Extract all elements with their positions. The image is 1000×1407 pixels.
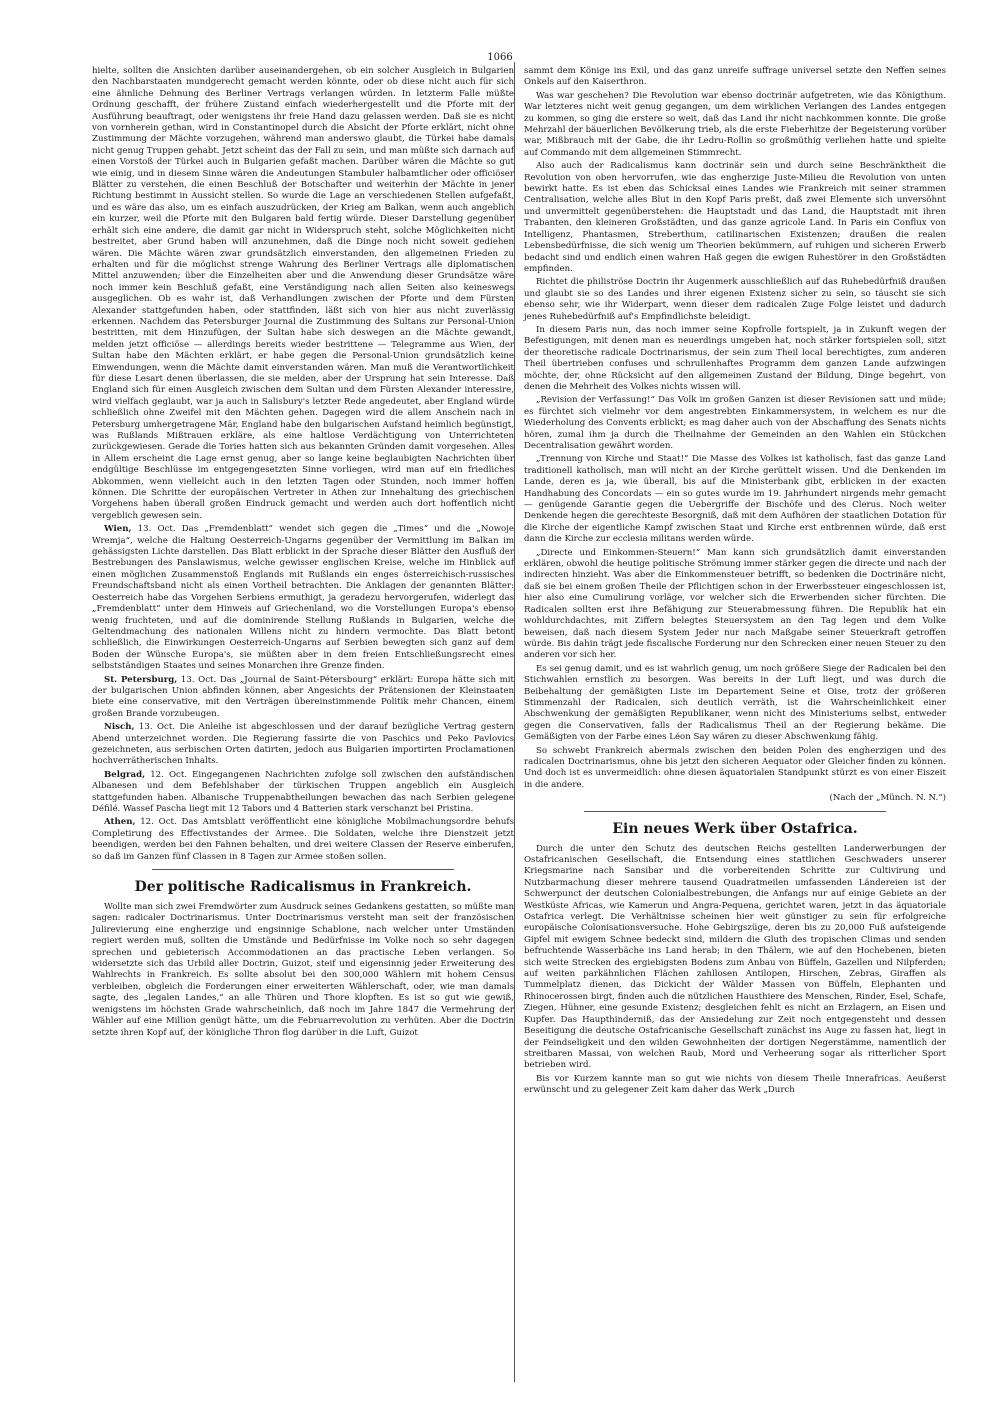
article-heading: Ein neues Werk über Ostafrica.	[612, 820, 858, 837]
paragraph: So schwebt Frankreich abermals zwischen den beiden Polen des engherzigen und des radicalen Doctrinarismus, ohne bis jetzt den sicheren Aequator oder Gleicher finden zu können. Und doch ist es unvermeidlich: ohne diesen äquatorialen Standpunkt stürzt es von einer Eiszeit in die andere.	[524, 745, 946, 790]
paragraph: hielte, sollten die Ansichten darüber auseinandergehen, ob ein solcher Ausgleich in Bulgarien den Nachbarstaaten mundgerecht gemacht werden könnte, oder ob diese nicht auch für sich eine ähnliche Dehnung des Berliner Vertrags verlangen würden. In letzterm Falle müßte Ordnung geschafft, der frühere Zustand einfach wiederhergestellt und die Pforte mit der Ausführung beauftragt, oder wenigstens ihr freie Hand dazu gelassen werden. Daß sie es nicht von vornherein gethan, wird in Constantinopel durch die Absicht der Pforte erklärt, nicht ohne Zustimmung der Mächte vorzugehen, während man anderswo glaubt, die Türkei habe damals nicht genug Truppen gehabt. Jetzt scheint das der Fall zu sein, und man müßte sich darnach auf einen Vorstoß der Türkei auch in Bulgarien gefaßt machen. Darüber wären die Mächte so gut wie einig, und in diesem Sinne wären die Andeutungen Stambuler halbamtlicher oder officiöser Blätter zu verstehen, die einen Beschluß der Botschafter und weiterhin der Mächte in jener Richtung bestimmt in Aussicht stellen. So wurde die Lage an verschiedenen Stellen aufgefaßt, und es wäre das also, um es einfach auszudrücken, der Krieg am Balkan, wenn auch angeblich ein kurzer, weil die Pforte mit den Bulgaren bald fertig würde. Dieser Darstellung gegenüber erhält sich eine andere, die damit gar nicht in Widerspruch steht, solche Möglichkeiten nicht bestreitet, aber Grund haben will anzunehmen, daß die Dinge noch nicht soweit gediehen wären. Die Mächte wären zwar grundsätzlich einverstanden, den allgemeinen Frieden zu erhalten und für die möglichst strenge Wahrung des Berliner Vertrags alle diplomatischen Mittel anzuwenden; über die Einzelheiten aber und die Anwendung dieser Grundsätze wäre noch immer kein Beschluß gefaßt, eine Verständigung nach allen Seiten also keineswegs ausgeglichen. Ob es wahr ist, daß Verhandlungen zwischen der Pforte und dem Fürsten Alexander stattgefunden haben, oder stattfinden, läßt sich von hier aus nicht zuverlässig erkennen. Nachdem das Petersburger Journal die Zustimmung des Sultans zur Personal-Union bestritten, mit dem Hinzufügen, der Sultan habe sich deswegen an die Mächte gewandt, melden jetzt officiöse — allerdings bereits wieder bestrittene — Telegramme aus Wien, der Sultan habe den Mächten erklärt, er habe gegen die Personal-Union grundsätzlich keine Einwendungen, wenn die Mächte damit einverstanden wären. Man muß die Verantwortlichkeit für diese Lesart denen überlassen, die sie melden, aber der Ursprung hat sein Interesse. Daß England sich für einen Ausgleich zwischen dem Sultan und dem Fürsten Alexander interessire, wird vielfach geglaubt, war ja auch in Salisbury's letzter Rede angedeutet, aber England würde schließlich ohne Zweifel mit den Mächten gehen. Dagegen wird die allem Anschein nach in Petersburg umhergetragene Mär, England habe den bulgarischen Aufstand heimlich begünstigt, was Rußlands Mißtrauen erkläre, als eine haltlose Verdächtigung von Unterrichteten zurückgewiesen. Gerade die Tories hatten sich aus bekannten Gründen damit vorgesehen. Alles in Allem erscheint die Lage ernst genug, aber so lange keine beglaubigten Nachrichten über endgültige Beschlüsse im entgegengesetzten Sinne vorliegen, wird man auf ein friedliches Abkommen, wenn vielleicht auch in den letzten Tagen oder Stunden, noch immer hoffen können. Die Schritte der europäischen Vertreter in Athen zur Innehaltung des griechischen Vorgehens haben überall großen Eindruck gemacht und werden auch dort hoffentlich nicht vergeblich gewesen sein.	[92, 66, 514, 521]
source-note: (Nach der „Münch. N. N.“)	[829, 793, 946, 804]
right-column	[524, 66, 946, 1099]
paragraph: Wollte man sich zwei Fremdwörter zum Ausdruck seines Gedankens gestatten, so müßte man sagen: radicaler Doctrinarismus. Unter Doctrinarismus versteht man seit der französischen Julirevierung eine engherzige und engsinnige Schablone, nach welcher unter Umständen regiert werden muß, sollten die Umstände und Bedürfnisse im Volke noch so sehr dagegen sprechen und gebieterisch Accommodationen an das practische Leben verlangen. So widersetzte sich das Urbild aller Doctrin, Guizot, steif und eigensinnig jeder Erweiterung des Wahlrechts in Frankreich. Es sollte absolut bei den 300,000 Wählern mit hohem Census verbleiben, obgleich die Forderungen einer erweiterten Wählerschaft, oder, wie man damals sagte, des „legalen Landes,“ an alle Thüren und Thore klopften. Es ist so gut wie gewiß, wenigstens im höchsten Grade wahrscheinlich, daß noch im Jahre 1847 die Vermehrung der Wähler auf eine Million genügt hätte, um die Februarrevolution zu verhüten. Aber die Doctrin setzte ihren Kopf auf, der königliche Thron flog darüber in die Luft, Guizot	[92, 902, 514, 1038]
paragraph: Richtet die philiströse Doctrin ihr Augenmerk ausschließlich auf das Ruhebedürfniß draußen und glaubt sie so des Landes und ihrer eigenen Existenz sicher zu sein, so täuscht sie sich ebenso sehr, wie ihr Widerpart, wenn dieser dem radicalen Zuge Folge leistet und dadurch jenes Ruhebedürfniß auf's Empfindlichste beleidigt.	[524, 277, 946, 322]
section-rule	[584, 811, 886, 812]
news-item-wien	[92, 524, 514, 672]
paragraph: „Directe und Einkommen-Steuern!“ Man kann sich grundsätzlich damit einverstanden erklären, obwohl die heutige politische Strömung immer stärker gegen die directe und nach der indirecten hinzieht. Was aber die Einkommensteuer betrifft, so bedenken die Doctrinäre nicht, daß sie bei einem großen Theile der Pflichtigen schon in der Erwerbssteuer eingeschlossen ist, hier also eine Cumulirung vorläge, vor welcher sich die Erwerbenden sicher fürchten. Die Radicalen sollten erst ihre Befähigung zur Steuerabmessung führen. Die Republik hat ein wohldurchdachtes, mit Ziffern belegtes Steuersystem an den Tag legen und dem Volke beweisen, daß nach diesem System Jeder nur nach Maßgabe seiner Steuerkraft getroffen würde. Bis dahin trägt jede fiscalische Forderung nur den Schrecken einer neuen Steuer zu den anderen vor sich her.	[524, 547, 946, 661]
paragraph: Durch die unter den Schutz des deutschen Reichs gestellten Landerwerbungen der Ostafricanischen Gesellschaft, die Entsendung eines stattlichen Geschwaders unserer Kriegsmarine nach Sansibar und die vorbereitenden Schritte zur Cultivirung und Nutzbarmachung dieser mehrere tausend Quadratmeilen umfassenden Ländereien ist der Schwerpunct der deutschen Colonialbestrebungen, die Anfangs nur auf einige Gebiete an der Westküste Africas, wie Kamerun und Angra-Pequena, gerichtet waren, jetzt in das äquatoriale Ostafrica verlegt. Die Verhältnisse scheinen hier weit günstiger zu sein für erfolgreiche europäische Colonisationsversuche. Hohe Gebirgszüge, deren bis zu 20,000 Fuß aufsteigende Gipfel mit ewigem Schnee bedeckt sind, mildern die Gluth des tropischen Climas und senden befruchtende Wasserbäche ins Land herab; in den Thälern, wie auf den Hochebenen, bieten sich weite Strecken des ergiebigsten Bodens zum Anbau von Büffeln, Gazellen und Nilpferden; auf weiten parkähnlichen Flächen zahllosen Antilopen, Hirschen, Zebras, Giraffen als Tummelplatz dienen, das Dickicht der Wälder Massen von Büffeln, Elephanten und Rhinocerossen birgt, finden auch die nützlichen Hausthiere des Menschen, Rinder, Esel, Schafe, Ziegen, Hühner, eine gesunde Existenz; desgleichen fehlt es nicht an Erzlagern, an Eisen und Kupfer. Das Haupthinderniß, das der Ansiedelung zur Zeit noch entgegensteht und dessen Beseitigung die deutsche Ostafricanische Gesellschaft zunächst ins Auge zu fassen hat, liegt in der Feindseligkeit und den wilden Gewohnheiten der dortigen Negerstämme, namentlich der streitbaren Massai, von welchen Raub, Mord und Verheerung sogar als ritterlicher Sport betrieben wird.	[524, 843, 946, 1071]
news-item-nisch	[92, 722, 514, 768]
news-text: Die Anleihe ist abgeschlossen und der darauf bezügliche Vertrag gestern Abend unterzeichnet worden. Die Regierung fassirte die von Paschics und Peko Pavlovics gezeichneten, aus serbischen Orten datirten, jedoch aus Bulgarien importirten Proclamationen hochverrätherischen Inhalts.	[92, 722, 515, 767]
news-text: Eingegangenen Nachrichten zufolge soll zwischen den aufständischen Albanesen und dem Befehlshaber der türkischen Truppen angeblich ein Ausgleich stattgefunden haben. Albanische Truppenabtheilungen bewachen das nach Serbien gelegene Défilé. Wassef Pascha liegt mit 12 Tabors und 4 Batterien stark verschanzt bei Pristina.	[92, 769, 514, 814]
date: 13. Oct.	[137, 524, 176, 535]
news-text: Das Amtsblatt veröffentlicht eine königliche Mobilmachungsordre behufs Completirung des Effectivstandes der Armee. Die Soldaten, welche ihre Dienstzeit jetzt beendigen, werden bei den Fahnen behalten, und drei weitere Classen der Reserve einberufen, so daß im Ganzen fünf Classen in 8 Tagen zur Armee stoßen sollen.	[92, 817, 514, 862]
news-text: Das „Fremdenblatt“ wendet sich gegen die „Times“ und die „Nowoje Wremja“, welche die Haltung Oesterreich-Ungarns gegenüber der Vermittlung im Balkan im gehässigsten Lichte darstellen. Das Blatt erblickt in der Sprache dieser Blätter den Ausfluß der Bestrebungen des Panslawismus, welche gewisser englischen Kreise, welche im Hinblick auf einen möglichen Zusammenstoß Englands mit Rußlands ein enges österreichisch-russisches Freundschaftsband nicht als einen Vortheil betrachten. Die Anklagen der genannten Blätter: Oesterreich habe das Vorgehen Serbiens ermuthigt, ja geradezu hervorgerufen, widerlegt das „Fremdenblatt“ unter dem Hinweis auf Griechenland, wo die Vorstellungen Europa's ebenso wenig fruchteten, und auf die dominirende Stellung Rußlands in Bulgarien, welche die Geltendmachung des nationalen Willens nicht zu hindern vermochte. Das Blatt betont schließlich, die Einwirkungen Oesterreich-Ungarns auf Serbien bewegten sich ganz auf dem Boden der Wünsche Europa's, sie müßten aber in dem freien Entschließungsrecht eines selbstständigen Staates und seines Monarchen ihre Grenze finden.	[92, 524, 514, 672]
left-column	[92, 66, 514, 1041]
paragraph: Also auch der Radicalismus kann doctrinär sein und durch seine Beschränktheit die Revolution von oben hervorrufen, wie das engherzige Juste-Milieu die Revolution von unten bewirkt hatte. Es ist eben das Schicksal eines Landes wie Frankreich mit seiner strammen Centralisation, welche alles Blut in den Kopf Paris preßt, daß zwei Elemente sich unversöhnt und unvermittelt gegenüberstehen: die Hauptstadt und das Land, die Hauptstadt mit ihren Trabanten, den kleineren Großstädten, und das ganze agricole Land. In Paris ein Conflux von Intelligenz, Phantasmen, Streberthum, catilinarischen Existenzen; draußen die realen Lebensbedürfnisse, die sich wenig um Theorien bekümmern, auf ruhigen und sicheren Erwerb bedacht sind und endlich einen wahren Haß gegen die ewigen Ruhestörer in den Großstädten empfinden.	[524, 161, 946, 274]
dateline: Nisch,	[104, 722, 135, 733]
column-divider	[514, 62, 515, 1382]
date: 13. Oct.	[138, 722, 176, 733]
dateline: Belgrad,	[104, 769, 146, 780]
page-number: 1066	[487, 52, 513, 63]
paragraph: Es sei genug damit, und es ist wahrlich genug, um noch größere Siege der Radicalen bei den Stichwahlen ernstlich zu besorgen. Was bereits in der Luft liegt, und was durch die Beibehaltung der gemäßigten Liste im Departement Seine et Oise, trotz der größeren Stimmenzahl der Radicalen, sich deutlich verräth, ist die Wahrscheinlichkeit einer Abschwenkung der gemäßigten Republikaner, wenn nicht des Ministeriums selbst, entweder gegen die Conservativen, falls der Radicalismus Theil an der Regierung bekäme. Die Gemäßigten von der Farbe eines Léon Say wären zu dieser Abschwenkung fähig.	[524, 663, 946, 743]
section-rule	[152, 869, 454, 870]
paragraph: „Trennung von Kirche und Staat!“ Die Masse des Volkes ist katholisch, fast das ganze Land traditionell katholisch, man will nicht an der Kirche gerüttelt wissen. Und die Denkenden im Lande, deren es ja, wie überall, bis auf die Ministerbank gibt, erblicken in der exacten Handhabung des Concordats — ein so gutes wurde im 19. Jahrhundert nirgends mehr gemacht — genügende Garantie gegen die Uebergriffe der Bischöfe und des Clerus. Noch weiter Denkende hegen die gerechteste Besorgniß, daß mit dem Aufhören der staatlichen Dotation für die Kirche der eigentliche Kampf zwischen Staat und Kirche erst entbrennen würde, daß erst dann die Kirche zur ecclesia militans werden würde.	[524, 454, 946, 545]
date: 12. Oct.	[140, 817, 177, 828]
news-text: Das „Journal de Saint-Pétersbourg“ erklärt: Europa hätte sich mit der bulgarischen Union abfinden können, aber Angesichts der Prätensionen der Kleinstaaten biete eine conservative, mit den Verträgen übereinstimmende Politik mehr Chancen, einem großen Brande vorzubeugen.	[92, 674, 515, 719]
dateline: Wien,	[104, 524, 132, 535]
paragraph: sammt dem Könige ins Exil, und das ganz unreife suffrage universel setzte den Neffen seines Onkels auf den Kaiserthron.	[524, 66, 946, 88]
article-heading: Der politische Radicalismus in Frankreich.	[134, 879, 472, 896]
news-item-athen	[92, 817, 514, 863]
paragraph: Bis vor Kurzem kannte man so gut wie nichts von diesem Theile Innerafricas. Aeußerst erwünscht und zu gelegener Zeit kam daher das Werk „Durch	[524, 1073, 946, 1096]
date: 13. Oct.	[180, 674, 217, 685]
news-item-belgrad	[92, 770, 514, 816]
paragraph: Was war geschehen? Die Revolution war ebenso doctrinär aufgetreten, wie das Königthum. War letzteres nicht weit genug gegangen, um dem wirklichen Verlangen des Landes entgegen zu kommen, so ging die erstere so weit, daß das Land ihr nicht nachkommen konnte. Die große Mehrzahl der bäuerlichen Bevölkerung trieb, als die erste Fieberhitze der Begeisterung vorüber war, Mißbrauch mit der Gabe, die ihr Ledru-Rollin so großmüthig verliehen hatte und spielte auf Commando mit dem allgemeinen Stimmrecht.	[524, 90, 946, 158]
paragraph: „Revision der Verfassung!“ Das Volk im großen Ganzen ist dieser Revisionen satt und müde; es fürchtet sich vielmehr vor dem angestrebten Einkammersystem, in welchem es nur die Wiederholung des Convents erblickt; es mag daher auch von der Abschaffung des Senats nichts hören, zumal ihm ja durch die Theilnahme der Gemeinden an den Wahlen ein Stückchen Decentralisation gewährt worden.	[524, 395, 946, 451]
paragraph: In diesem Paris nun, das noch immer seine Kopfrolle fortspielt, ja in Zukunft wegen der Befestigungen, mit denen man es neuerdings umgeben hat, noch stärker fortspielen soll, sitzt der theoretische radicale Doctrinarismus, der sein zum Theil local berechtigtes, zum anderen Theil übertrieben confuses und schrullenhaftes Programm dem ganzen Lande aufzwingen möchte, der, ohne Rücksicht auf den allgemeinen Zustand der Bildung, Dinge begehrt, von denen die Mehrheit des Volkes nichts wissen will.	[524, 324, 946, 392]
news-item-petersburg	[92, 675, 514, 721]
date: 12. Oct.	[150, 769, 188, 780]
dateline: St. Petersburg,	[104, 674, 178, 685]
dateline: Athen,	[104, 817, 136, 828]
